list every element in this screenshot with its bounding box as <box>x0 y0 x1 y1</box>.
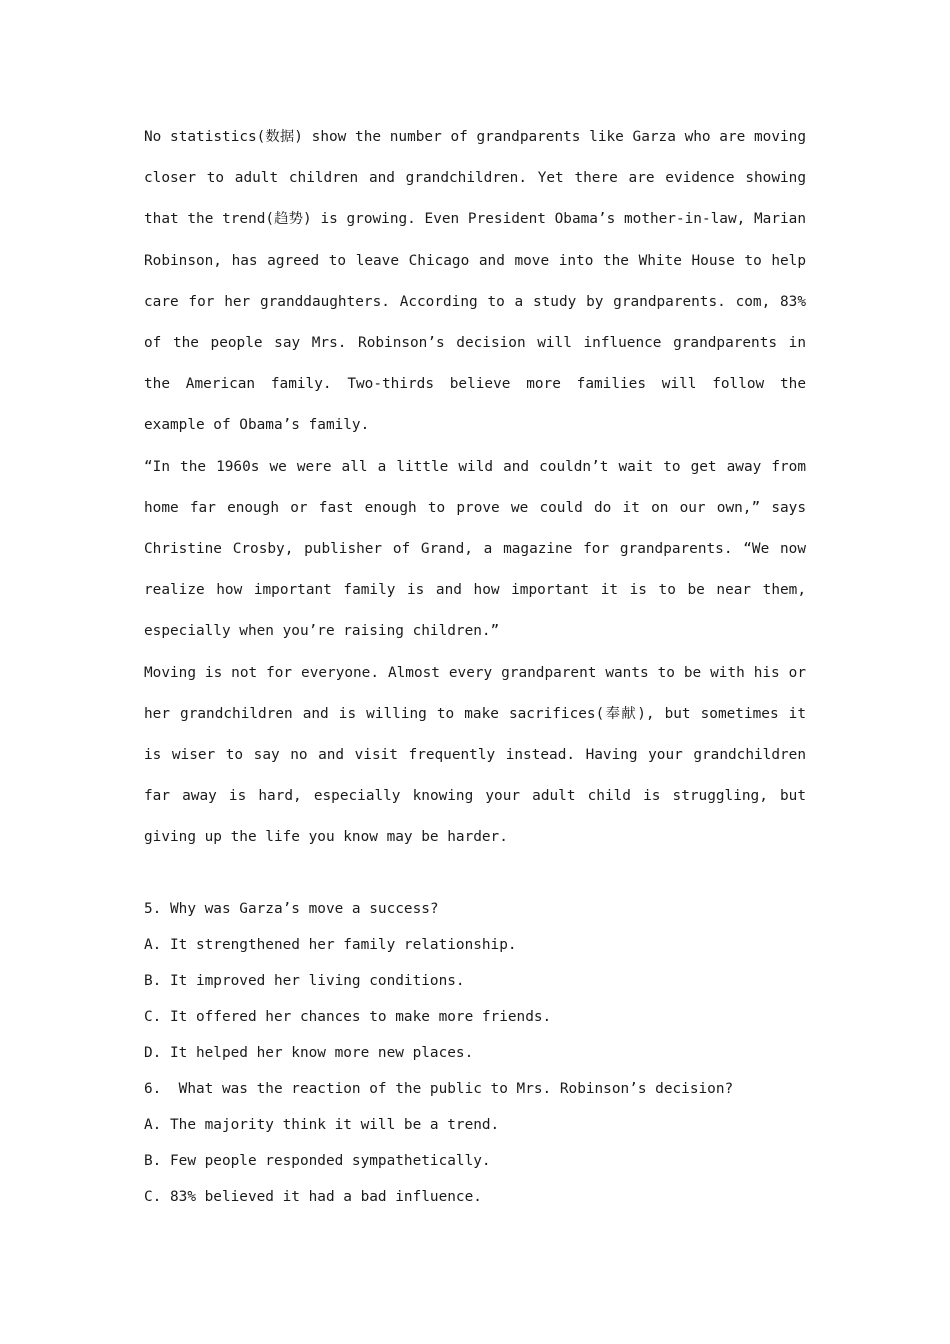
question-6-stem: 6. What was the reaction of the public to Mrs. Robinson’s decision? <box>144 1080 734 1097</box>
question-5-option-b: B. It improved her living conditions. <box>144 972 465 989</box>
question-6-option-c: C. 83% believed it had a bad influence. <box>144 1188 482 1205</box>
question-5-option-a: A. It strengthened her family relationship. <box>144 936 517 953</box>
passage-paragraph-3: Moving is not for everyone. Almost every grandparent wants to be with his or her grandchildren and is willing to make sacrifices(奉献), but sometimes it is wiser to say no and visit frequently instead. Having your grandchildren far away is hard, especially knowing your adult child is struggling, but giving up the life you know may be harder. <box>144 664 806 846</box>
question-6-option-a: A. The majority think it will be a trend. <box>144 1116 500 1133</box>
question-6-option-b: B. Few people responded sympathetically. <box>144 1152 491 1169</box>
document-page <box>144 117 806 1215</box>
passage-paragraph-1: No statistics(数据) show the number of grandparents like Garza who are moving closer to adult children and grandchildren. Yet there are evidence showing that the trend(趋势) is growing. Even President Obama’s mother-in-law, Marian Robinson, has agreed to leave Chicago and move into the White House to help care for her granddaughters. According to a study by grandparents. com, 83% of the people say Mrs. Robinson’s decision will influence grandparents in the American family. Two-thirds believe more families will follow the example of Obama’s family. <box>144 129 806 434</box>
question-5-stem: 5. Why was Garza’s move a success? <box>144 900 439 917</box>
question-5-option-c: C. It offered her chances to make more friends. <box>144 1008 552 1025</box>
passage-paragraph-2: “In the 1960s we were all a little wild and couldn’t wait to get away from home far enough or fast enough to prove we could do it on our own,” says Christine Crosby, publisher of Grand, a magazine for grandparents. “We now realize how important family is and how important it is to be near them, especially when you’re raising children.” <box>144 458 806 640</box>
question-list <box>144 891 806 1215</box>
question-5-option-d: D. It helped her know more new places. <box>144 1044 474 1061</box>
